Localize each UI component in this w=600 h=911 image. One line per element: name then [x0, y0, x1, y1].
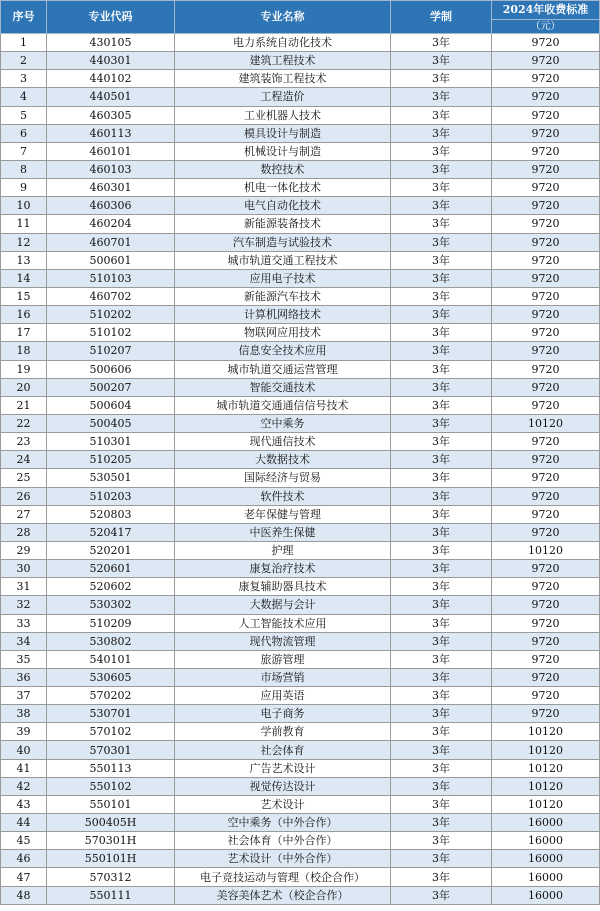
cell-no: 25 — [1, 469, 47, 487]
cell-fee: 10120 — [492, 759, 600, 777]
cell-name: 电气自动化技术 — [175, 197, 391, 215]
cell-no: 48 — [1, 886, 47, 904]
cell-name: 美容美体艺术（校企合作） — [175, 886, 391, 904]
cell-name: 物联网应用技术 — [175, 324, 391, 342]
cell-name: 应用电子技术 — [175, 269, 391, 287]
cell-no: 22 — [1, 414, 47, 432]
cell-code: 550101 — [47, 795, 175, 813]
table-row — [1, 360, 600, 378]
cell-code: 460305 — [47, 106, 175, 124]
cell-no: 39 — [1, 723, 47, 741]
cell-duration: 3年 — [391, 414, 492, 432]
table-body — [1, 34, 600, 905]
cell-code: 510207 — [47, 342, 175, 360]
cell-no: 29 — [1, 541, 47, 559]
cell-duration: 3年 — [391, 832, 492, 850]
table-row — [1, 251, 600, 269]
cell-name: 市场营销 — [175, 668, 391, 686]
cell-name: 学前教育 — [175, 723, 391, 741]
cell-name: 电子商务 — [175, 705, 391, 723]
cell-code: 520602 — [47, 578, 175, 596]
cell-fee: 9720 — [492, 34, 600, 52]
table-row — [1, 469, 600, 487]
cell-fee: 9720 — [492, 106, 600, 124]
cell-name: 旅游管理 — [175, 650, 391, 668]
cell-fee: 9720 — [492, 614, 600, 632]
cell-fee: 9720 — [492, 451, 600, 469]
table-row — [1, 668, 600, 686]
cell-duration: 3年 — [391, 487, 492, 505]
cell-name: 智能交通技术 — [175, 378, 391, 396]
cell-name: 广告艺术设计 — [175, 759, 391, 777]
cell-code: 510301 — [47, 433, 175, 451]
header-fee: 2024年收费标准 — [492, 1, 600, 20]
table-row — [1, 541, 600, 559]
table-row — [1, 614, 600, 632]
cell-duration: 3年 — [391, 342, 492, 360]
cell-fee: 9720 — [492, 469, 600, 487]
cell-name: 老年保健与管理 — [175, 505, 391, 523]
cell-duration: 3年 — [391, 886, 492, 904]
cell-fee: 9720 — [492, 396, 600, 414]
cell-duration: 3年 — [391, 578, 492, 596]
cell-duration: 3年 — [391, 868, 492, 886]
cell-name: 社会体育 — [175, 741, 391, 759]
cell-duration: 3年 — [391, 523, 492, 541]
table-row — [1, 850, 600, 868]
table-row — [1, 306, 600, 324]
cell-name: 新能源汽车技术 — [175, 287, 391, 305]
cell-fee: 9720 — [492, 197, 600, 215]
cell-duration: 3年 — [391, 251, 492, 269]
table-row — [1, 759, 600, 777]
table-row — [1, 705, 600, 723]
cell-name: 建筑装饰工程技术 — [175, 70, 391, 88]
cell-code: 500606 — [47, 360, 175, 378]
cell-duration: 3年 — [391, 668, 492, 686]
table-row — [1, 88, 600, 106]
cell-code: 570202 — [47, 687, 175, 705]
cell-duration: 3年 — [391, 505, 492, 523]
cell-code: 440102 — [47, 70, 175, 88]
cell-fee: 9720 — [492, 523, 600, 541]
cell-name: 康复治疗技术 — [175, 560, 391, 578]
cell-duration: 3年 — [391, 396, 492, 414]
cell-code: 540101 — [47, 650, 175, 668]
table-row — [1, 886, 600, 904]
cell-duration: 3年 — [391, 34, 492, 52]
cell-no: 5 — [1, 106, 47, 124]
cell-duration: 3年 — [391, 650, 492, 668]
cell-duration: 3年 — [391, 614, 492, 632]
table-row — [1, 324, 600, 342]
cell-name: 信息安全技术应用 — [175, 342, 391, 360]
cell-fee: 16000 — [492, 850, 600, 868]
cell-name: 计算机网络技术 — [175, 306, 391, 324]
cell-no: 40 — [1, 741, 47, 759]
cell-code: 500604 — [47, 396, 175, 414]
cell-duration: 3年 — [391, 723, 492, 741]
cell-name: 中医养生保健 — [175, 523, 391, 541]
cell-fee: 9720 — [492, 705, 600, 723]
cell-name: 大数据与会计 — [175, 596, 391, 614]
cell-no: 17 — [1, 324, 47, 342]
cell-fee: 10120 — [492, 777, 600, 795]
cell-no: 47 — [1, 868, 47, 886]
cell-duration: 3年 — [391, 705, 492, 723]
cell-code: 530701 — [47, 705, 175, 723]
cell-code: 520201 — [47, 541, 175, 559]
header-name: 专业名称 — [175, 1, 391, 34]
cell-duration: 3年 — [391, 596, 492, 614]
cell-duration: 3年 — [391, 324, 492, 342]
cell-name: 电子竞技运动与管理（校企合作） — [175, 868, 391, 886]
cell-no: 27 — [1, 505, 47, 523]
cell-no: 45 — [1, 832, 47, 850]
cell-no: 36 — [1, 668, 47, 686]
cell-duration: 3年 — [391, 433, 492, 451]
cell-code: 570312 — [47, 868, 175, 886]
cell-fee: 9720 — [492, 632, 600, 650]
cell-name: 新能源装备技术 — [175, 215, 391, 233]
cell-no: 2 — [1, 52, 47, 70]
cell-code: 460113 — [47, 124, 175, 142]
table-row — [1, 832, 600, 850]
cell-fee: 9720 — [492, 70, 600, 88]
table-row — [1, 233, 600, 251]
table-row — [1, 269, 600, 287]
cell-duration: 3年 — [391, 142, 492, 160]
table-row — [1, 596, 600, 614]
cell-code: 550102 — [47, 777, 175, 795]
cell-name: 电力系统自动化技术 — [175, 34, 391, 52]
table-row — [1, 106, 600, 124]
cell-code: 510209 — [47, 614, 175, 632]
cell-duration: 3年 — [391, 632, 492, 650]
cell-duration: 3年 — [391, 106, 492, 124]
cell-no: 9 — [1, 179, 47, 197]
cell-code: 500405 — [47, 414, 175, 432]
cell-no: 37 — [1, 687, 47, 705]
cell-duration: 3年 — [391, 759, 492, 777]
cell-fee: 16000 — [492, 814, 600, 832]
cell-fee: 9720 — [492, 668, 600, 686]
cell-duration: 3年 — [391, 777, 492, 795]
cell-no: 15 — [1, 287, 47, 305]
cell-no: 3 — [1, 70, 47, 88]
cell-no: 31 — [1, 578, 47, 596]
table-row — [1, 814, 600, 832]
table-row — [1, 451, 600, 469]
cell-no: 24 — [1, 451, 47, 469]
cell-code: 430105 — [47, 34, 175, 52]
table-row — [1, 560, 600, 578]
table-header — [1, 1, 600, 34]
table-row — [1, 342, 600, 360]
cell-name: 人工智能技术应用 — [175, 614, 391, 632]
table-row — [1, 723, 600, 741]
cell-duration: 3年 — [391, 179, 492, 197]
cell-code: 520601 — [47, 560, 175, 578]
cell-no: 7 — [1, 142, 47, 160]
cell-name: 机电一体化技术 — [175, 179, 391, 197]
header-code: 专业代码 — [47, 1, 175, 34]
cell-no: 16 — [1, 306, 47, 324]
cell-code: 460701 — [47, 233, 175, 251]
cell-duration: 3年 — [391, 378, 492, 396]
cell-fee: 9720 — [492, 269, 600, 287]
table-row — [1, 795, 600, 813]
table-row — [1, 34, 600, 52]
cell-no: 18 — [1, 342, 47, 360]
cell-code: 530802 — [47, 632, 175, 650]
cell-code: 460101 — [47, 142, 175, 160]
table-row — [1, 741, 600, 759]
cell-name: 城市轨道交通工程技术 — [175, 251, 391, 269]
cell-code: 460306 — [47, 197, 175, 215]
table-row — [1, 414, 600, 432]
cell-name: 现代物流管理 — [175, 632, 391, 650]
cell-fee: 9720 — [492, 650, 600, 668]
cell-fee: 9720 — [492, 342, 600, 360]
cell-code: 510102 — [47, 324, 175, 342]
table-row — [1, 287, 600, 305]
cell-duration: 3年 — [391, 360, 492, 378]
cell-duration: 3年 — [391, 124, 492, 142]
cell-code: 440301 — [47, 52, 175, 70]
cell-duration: 3年 — [391, 560, 492, 578]
cell-fee: 9720 — [492, 324, 600, 342]
cell-name: 建筑工程技术 — [175, 52, 391, 70]
cell-name: 社会体育（中外合作） — [175, 832, 391, 850]
cell-duration: 3年 — [391, 469, 492, 487]
header-fee-unit: （元） — [492, 20, 600, 34]
cell-fee: 16000 — [492, 832, 600, 850]
cell-fee: 9720 — [492, 505, 600, 523]
cell-no: 19 — [1, 360, 47, 378]
table-row — [1, 487, 600, 505]
cell-name: 城市轨道交通运营管理 — [175, 360, 391, 378]
cell-fee: 9720 — [492, 52, 600, 70]
cell-fee: 16000 — [492, 868, 600, 886]
cell-no: 28 — [1, 523, 47, 541]
cell-name: 现代通信技术 — [175, 433, 391, 451]
cell-code: 520803 — [47, 505, 175, 523]
table-row — [1, 777, 600, 795]
table-row — [1, 378, 600, 396]
cell-duration: 3年 — [391, 306, 492, 324]
table-row — [1, 578, 600, 596]
cell-no: 41 — [1, 759, 47, 777]
table-row — [1, 505, 600, 523]
cell-name: 数控技术 — [175, 160, 391, 178]
cell-no: 32 — [1, 596, 47, 614]
table-row — [1, 215, 600, 233]
cell-fee: 9720 — [492, 233, 600, 251]
cell-fee: 9720 — [492, 306, 600, 324]
cell-code: 570102 — [47, 723, 175, 741]
cell-duration: 3年 — [391, 795, 492, 813]
cell-fee: 9720 — [492, 160, 600, 178]
cell-no: 30 — [1, 560, 47, 578]
cell-code: 550111 — [47, 886, 175, 904]
cell-fee: 9720 — [492, 596, 600, 614]
cell-name: 汽车制造与试验技术 — [175, 233, 391, 251]
cell-duration: 3年 — [391, 233, 492, 251]
cell-fee: 10120 — [492, 541, 600, 559]
cell-code: 570301H — [47, 832, 175, 850]
cell-name: 大数据技术 — [175, 451, 391, 469]
cell-code: 460103 — [47, 160, 175, 178]
cell-code: 440501 — [47, 88, 175, 106]
table-row — [1, 197, 600, 215]
cell-code: 500405H — [47, 814, 175, 832]
cell-duration: 3年 — [391, 850, 492, 868]
cell-code: 550101H — [47, 850, 175, 868]
cell-code: 530605 — [47, 668, 175, 686]
cell-name: 空中乘务（中外合作） — [175, 814, 391, 832]
cell-fee: 9720 — [492, 179, 600, 197]
cell-no: 43 — [1, 795, 47, 813]
cell-fee: 10120 — [492, 414, 600, 432]
cell-fee: 9720 — [492, 142, 600, 160]
header-no: 序号 — [1, 1, 47, 34]
cell-code: 510202 — [47, 306, 175, 324]
cell-fee: 9720 — [492, 687, 600, 705]
table-row — [1, 650, 600, 668]
cell-duration: 3年 — [391, 52, 492, 70]
table-row — [1, 179, 600, 197]
cell-name: 护理 — [175, 541, 391, 559]
cell-no: 1 — [1, 34, 47, 52]
cell-fee: 16000 — [492, 886, 600, 904]
cell-no: 33 — [1, 614, 47, 632]
cell-name: 工业机器人技术 — [175, 106, 391, 124]
cell-name: 空中乘务 — [175, 414, 391, 432]
cell-no: 35 — [1, 650, 47, 668]
cell-duration: 3年 — [391, 197, 492, 215]
cell-fee: 9720 — [492, 287, 600, 305]
cell-name: 模具设计与制造 — [175, 124, 391, 142]
cell-code: 510103 — [47, 269, 175, 287]
cell-name: 国际经济与贸易 — [175, 469, 391, 487]
cell-code: 510205 — [47, 451, 175, 469]
cell-fee: 9720 — [492, 215, 600, 233]
cell-fee: 10120 — [492, 723, 600, 741]
cell-no: 23 — [1, 433, 47, 451]
cell-duration: 3年 — [391, 287, 492, 305]
cell-no: 38 — [1, 705, 47, 723]
table-row — [1, 868, 600, 886]
cell-code: 550113 — [47, 759, 175, 777]
cell-no: 12 — [1, 233, 47, 251]
table-row — [1, 160, 600, 178]
cell-fee: 10120 — [492, 795, 600, 813]
cell-duration: 3年 — [391, 88, 492, 106]
cell-name: 艺术设计（中外合作） — [175, 850, 391, 868]
cell-name: 应用英语 — [175, 687, 391, 705]
cell-no: 21 — [1, 396, 47, 414]
cell-no: 34 — [1, 632, 47, 650]
cell-no: 10 — [1, 197, 47, 215]
cell-duration: 3年 — [391, 70, 492, 88]
cell-duration: 3年 — [391, 541, 492, 559]
cell-duration: 3年 — [391, 215, 492, 233]
cell-code: 460301 — [47, 179, 175, 197]
cell-name: 工程造价 — [175, 88, 391, 106]
cell-no: 46 — [1, 850, 47, 868]
cell-no: 4 — [1, 88, 47, 106]
table-row — [1, 687, 600, 705]
cell-no: 8 — [1, 160, 47, 178]
cell-duration: 3年 — [391, 451, 492, 469]
cell-name: 城市轨道交通通信信号技术 — [175, 396, 391, 414]
cell-duration: 3年 — [391, 160, 492, 178]
table-row — [1, 396, 600, 414]
table-row — [1, 523, 600, 541]
table-row — [1, 124, 600, 142]
cell-no: 26 — [1, 487, 47, 505]
cell-code: 530501 — [47, 469, 175, 487]
cell-no: 44 — [1, 814, 47, 832]
cell-no: 14 — [1, 269, 47, 287]
cell-name: 机械设计与制造 — [175, 142, 391, 160]
cell-code: 460702 — [47, 287, 175, 305]
table-row — [1, 142, 600, 160]
cell-no: 20 — [1, 378, 47, 396]
cell-name: 软件技术 — [175, 487, 391, 505]
table-row — [1, 433, 600, 451]
table-row — [1, 70, 600, 88]
cell-fee: 9720 — [492, 433, 600, 451]
cell-fee: 9720 — [492, 487, 600, 505]
cell-duration: 3年 — [391, 814, 492, 832]
cell-no: 11 — [1, 215, 47, 233]
cell-no: 6 — [1, 124, 47, 142]
header-duration: 学制 — [391, 1, 492, 34]
cell-no: 42 — [1, 777, 47, 795]
cell-code: 520417 — [47, 523, 175, 541]
cell-name: 艺术设计 — [175, 795, 391, 813]
cell-fee: 9720 — [492, 360, 600, 378]
cell-code: 510203 — [47, 487, 175, 505]
table-row — [1, 632, 600, 650]
cell-name: 视觉传达设计 — [175, 777, 391, 795]
cell-fee: 9720 — [492, 378, 600, 396]
cell-fee: 9720 — [492, 560, 600, 578]
cell-fee: 9720 — [492, 251, 600, 269]
table-row — [1, 52, 600, 70]
cell-fee: 9720 — [492, 88, 600, 106]
cell-fee: 10120 — [492, 741, 600, 759]
cell-duration: 3年 — [391, 269, 492, 287]
cell-code: 570301 — [47, 741, 175, 759]
cell-duration: 3年 — [391, 741, 492, 759]
cell-fee: 9720 — [492, 124, 600, 142]
cell-code: 530302 — [47, 596, 175, 614]
cell-duration: 3年 — [391, 687, 492, 705]
cell-code: 500207 — [47, 378, 175, 396]
cell-code: 500601 — [47, 251, 175, 269]
cell-fee: 9720 — [492, 578, 600, 596]
cell-name: 康复辅助器具技术 — [175, 578, 391, 596]
cell-code: 460204 — [47, 215, 175, 233]
cell-no: 13 — [1, 251, 47, 269]
